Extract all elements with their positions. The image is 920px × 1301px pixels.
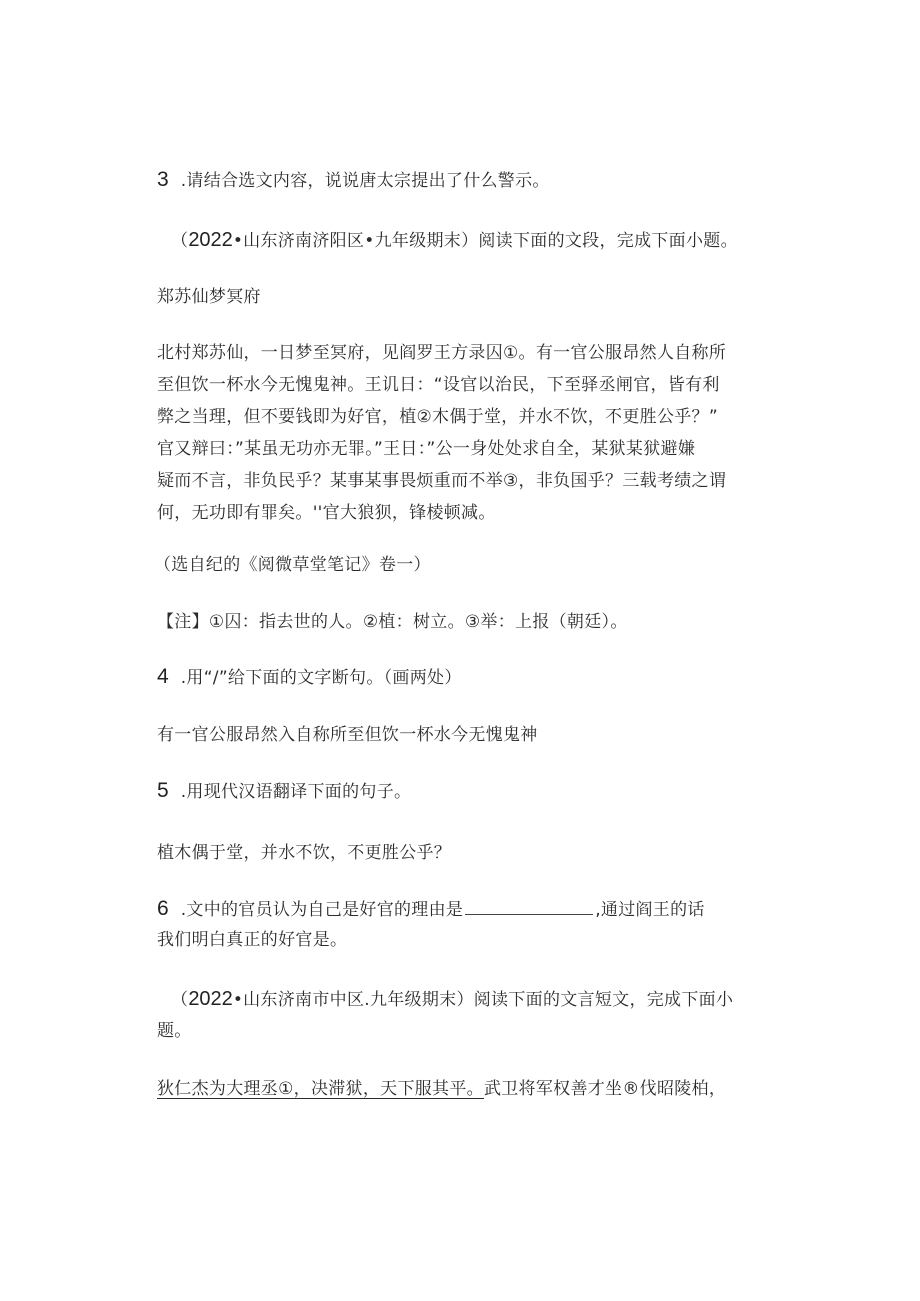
question-6: [157, 899, 705, 920]
passage-line: [157, 1079, 726, 1099]
passage-line: 疑而不言，非负民乎？某事某事畏烦重而不举③，非负国乎？三载考绩之谓: [157, 471, 727, 491]
passage-line: 北村郑苏仙，一日梦至冥府，见阎罗王方录囚①。有一官公服昂然人自称所: [157, 343, 727, 363]
question-text: .请结合选文内容，说说唐太宗提出了什么警示。: [180, 171, 550, 191]
question-5: [157, 781, 411, 802]
note-text: ①囚：指去世的人。②植：树立。③举：上报（朝廷）。: [208, 612, 628, 632]
citation: （选自纪的《阅微草堂笔记》卷一）: [154, 555, 431, 575]
question-4-sentence: 有一官公服昂然入自称所至但饮一杯水今无愧鬼神: [157, 725, 538, 745]
note-label: 【注】: [157, 612, 209, 632]
source-heading-cont: 题。: [157, 1021, 192, 1041]
source-year: 2022: [188, 988, 233, 1010]
question-5-sentence: 植木偶于堂，并水不饮，不更胜公乎？: [157, 843, 452, 863]
question-4: [157, 667, 462, 688]
source-heading: （2022•山东济南市中区.九年级期末）阅读下面的文言短文，完成下面小: [171, 988, 734, 1010]
passage-line: 何，无功即有罪矣。''官大狼狈，锋棱顿减。: [157, 503, 496, 523]
question-text: .文中的官员认为自己是好官的理由是: [180, 900, 464, 920]
passage-line: 弊之当理，但不要钱即为好官，植②木偶于堂，并水不饮，不更胜公乎？”: [157, 407, 718, 427]
underlined-sentence: 狄仁杰为大理丞①，决滞狱，天下服其平。: [157, 1079, 484, 1099]
answer-blank[interactable]: [465, 900, 593, 915]
passage-title: 郑苏仙梦冥府: [157, 287, 261, 307]
passage-text: 武卫将军权善才坐®伐昭陵柏，: [483, 1079, 727, 1099]
source-year: 2022: [188, 229, 233, 251]
question-text: .用现代汉语翻译下面的句子。: [180, 782, 412, 802]
source-heading: （2022•山东济南济阳区•九年级期末）阅读下面的文段，完成下面小题。: [171, 229, 738, 251]
passage-line: 官又辩曰：”某虽无功亦无罪。”王日：”公一身处处求自全，某狱某狱避嫌: [157, 439, 696, 459]
question-text-cont: ,通过阎王的话: [595, 900, 705, 920]
question-number: 4: [157, 665, 169, 688]
source-text: •山东济南市中区.九年级期末）阅读下面的文言短文，完成下面小: [232, 990, 734, 1010]
question-3: [157, 170, 550, 191]
source-text: •山东济南济阳区•九年级期末）阅读下面的文段，完成下面小题。: [232, 231, 738, 251]
question-text: .用“/”给下面的文字断句。（画两处）: [180, 668, 462, 688]
question-number: 3: [157, 168, 169, 191]
question-6-line2: 我们明白真正的好官是。: [157, 930, 348, 950]
annotation-note: [157, 612, 628, 632]
passage-line: 至但饮一杯水今无愧鬼神。王讥日：“设官以治民，下至驿丞闸官，皆有利: [157, 375, 720, 395]
question-number: 5: [157, 779, 169, 802]
question-number: 6: [157, 897, 169, 920]
